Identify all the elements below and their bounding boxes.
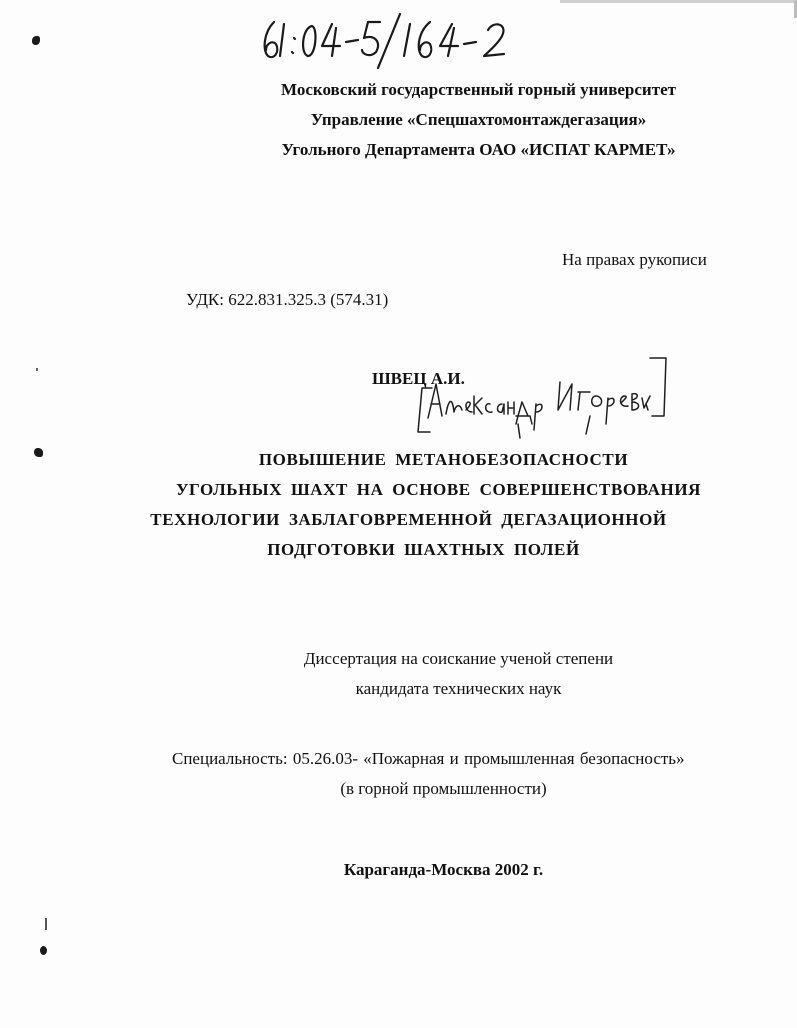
- scan-speck: [34, 448, 43, 457]
- author-name: ШВЕЦ А.И.: [372, 369, 465, 388]
- handwritten-author-full-name: [410, 352, 680, 440]
- udk-code: УДК: 622.831.325.3 (574.31): [186, 290, 389, 309]
- scan-speck: [45, 918, 47, 930]
- scan-speck: [40, 946, 47, 955]
- scan-speck: [32, 36, 40, 45]
- thesis-title-line-4: ПОДГОТОВКИ ШАХТНЫХ ПОЛЕЙ: [267, 540, 580, 559]
- city-year: Караганда-Москва 2002 г.: [343, 860, 544, 879]
- rights-note: На правах рукописи: [562, 250, 707, 269]
- institution-line-3: Угольного Департамента ОАО «ИСПАТ КАРМЕТ»: [281, 140, 676, 159]
- thesis-title-line-2: УГОЛЬНЫХ ШАХТ НА ОСНОВЕ СОВЕРШЕНСТВОВАНИЯ: [175, 480, 702, 499]
- thesis-title-line-3: ТЕХНОЛОГИИ ЗАБЛАГОВРЕМЕННОЙ ДЕГАЗАЦИОННОЙ: [150, 510, 667, 529]
- thesis-title-line-1: ПОВЫШЕНИЕ МЕТАНОБЕЗОПАСНОСТИ: [258, 450, 629, 469]
- specialty-line-1: Специальность: 05.26.03- «Пожарная и промышленная безопасность»: [172, 749, 685, 768]
- specialty-line-2: (в горной промышленности): [340, 779, 547, 798]
- institution-line-1: Московский государственный горный университет: [281, 80, 676, 99]
- handwritten-catalog-code: [258, 10, 528, 70]
- institution-line-2: Управление «Спецшахтомонтаждегазация»: [310, 110, 647, 129]
- scan-edge-top: [560, 0, 797, 3]
- scan-speck: [36, 368, 38, 371]
- dissertation-line-2: кандидата технических наук: [355, 679, 562, 698]
- dissertation-line-1: Диссертация на соискание ученой степени: [303, 649, 614, 668]
